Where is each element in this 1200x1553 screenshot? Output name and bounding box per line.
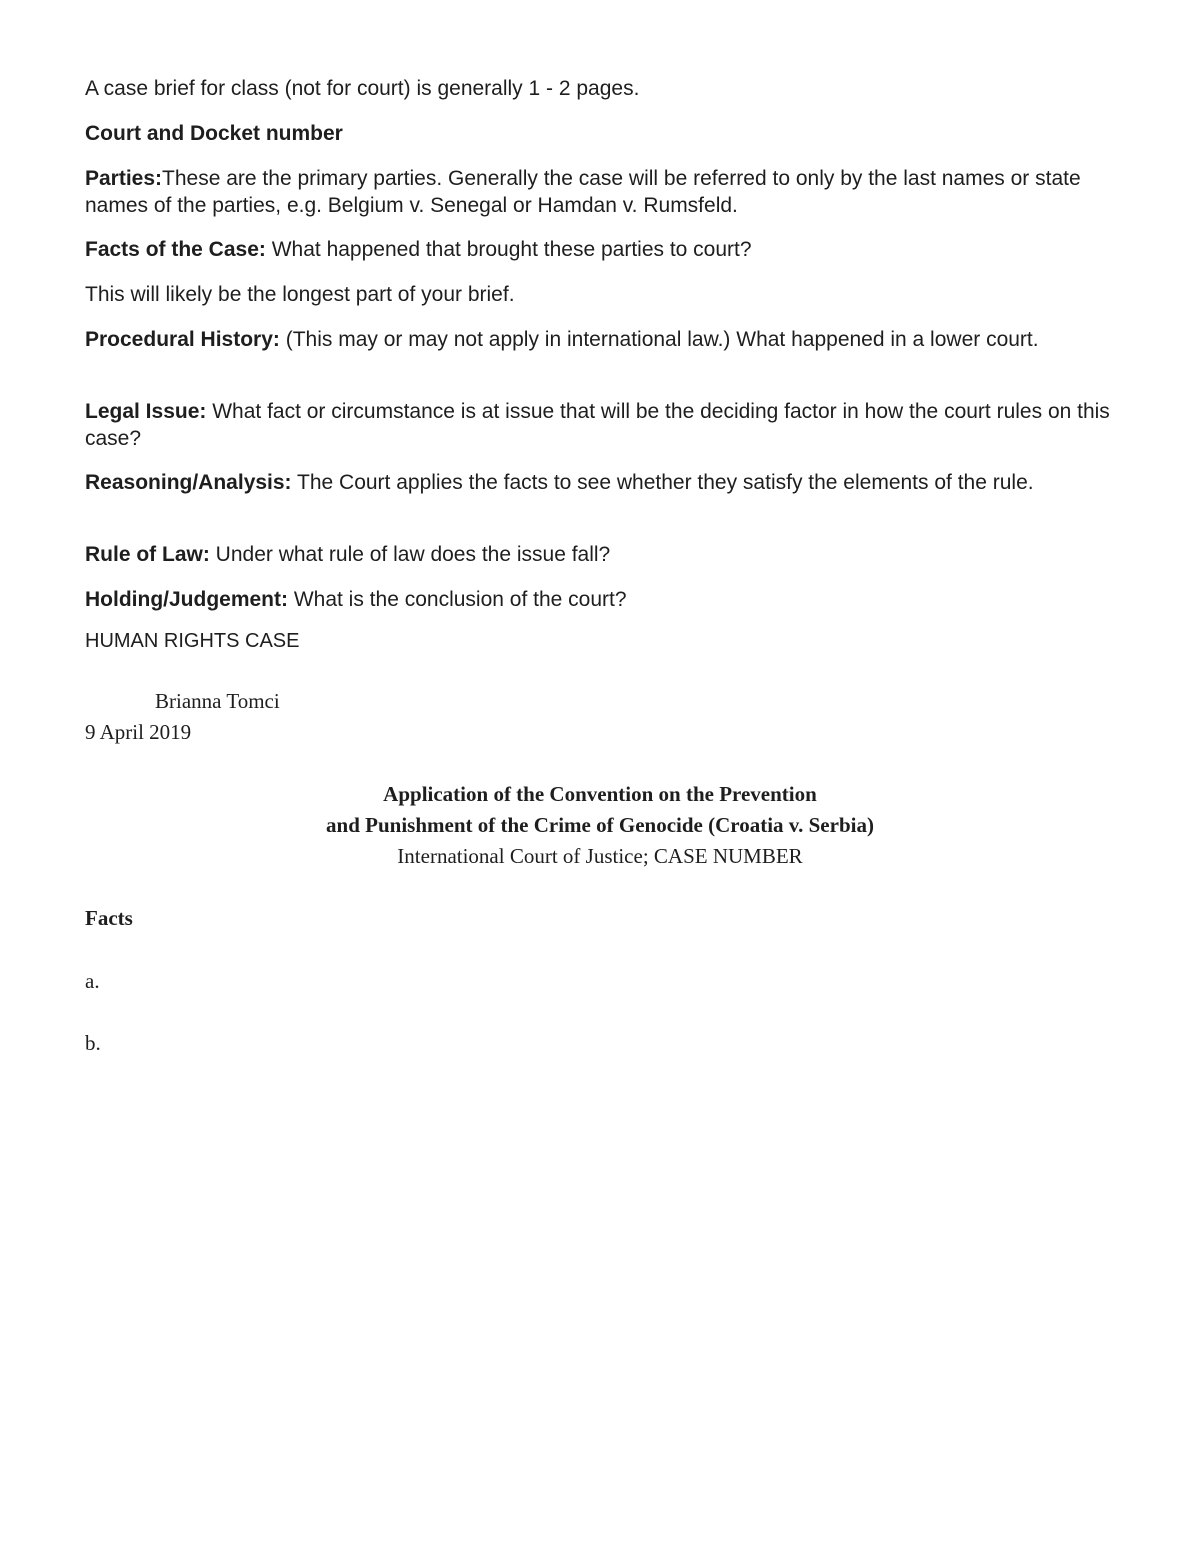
legal-issue-paragraph: [85, 398, 1115, 452]
reasoning-label: Reasoning/Analysis:: [85, 471, 292, 494]
parties-label: Parties:: [85, 167, 163, 190]
holding-label: Holding/Judgement:: [85, 588, 288, 611]
facts-of-case-text: What happened that brought these parties to court?: [265, 238, 752, 261]
list-item-a: a.: [85, 969, 100, 993]
longest-part-text: This will likely be the longest part of your brief.: [85, 283, 515, 306]
facts-of-case-paragraph: [85, 236, 1115, 263]
court-name-line: International Court of Justice; CASE NUMBER: [397, 844, 803, 868]
brief-date: 9 April 2019: [85, 720, 192, 744]
reasoning-text: The Court applies the facts to see whether they satisfy the elements of the rule.: [291, 471, 1034, 494]
procedural-history-text: (This may or may not apply in international law.) What happened in a lower court.: [279, 328, 1039, 351]
case-title-line-2: and Punishment of the Crime of Genocide (Croatia v. Serbia): [326, 813, 874, 837]
procedural-history-label: Procedural History:: [85, 328, 280, 351]
court-docket-heading: Court and Docket number: [85, 122, 343, 145]
list-item-b: b.: [85, 1031, 101, 1055]
legal-issue-text: What fact or circumstance is at issue that will be the deciding factor in how the court rules on this case?: [85, 400, 1110, 450]
facts-heading: Facts: [85, 906, 133, 930]
procedural-history-paragraph: [85, 326, 1115, 353]
human-rights-heading: HUMAN RIGHTS CASE: [85, 630, 300, 652]
author-name: Brianna Tomci: [155, 689, 280, 713]
case-title-line-1: Application of the Convention on the Prevention: [383, 782, 817, 806]
parties-paragraph: [85, 165, 1115, 219]
facts-of-case-label: Facts of the Case:: [85, 238, 266, 261]
rule-of-law-label: Rule of Law:: [85, 543, 210, 566]
rule-of-law-text: Under what rule of law does the issue fall?: [209, 543, 611, 566]
holding-paragraph: [85, 586, 1115, 613]
holding-text: What is the conclusion of the court?: [288, 588, 627, 611]
legal-issue-label: Legal Issue:: [85, 400, 207, 423]
rule-of-law-paragraph: [85, 541, 1115, 568]
reasoning-paragraph: [85, 469, 1115, 496]
intro-text: A case brief for class (not for court) is generally 1 - 2 pages.: [85, 77, 640, 100]
parties-text: These are the primary parties. Generally the case will be referred to only by the last names or state names of the parties, e.g. Belgium v. Senegal or Hamdan v. Rumsfeld.: [85, 167, 1081, 217]
